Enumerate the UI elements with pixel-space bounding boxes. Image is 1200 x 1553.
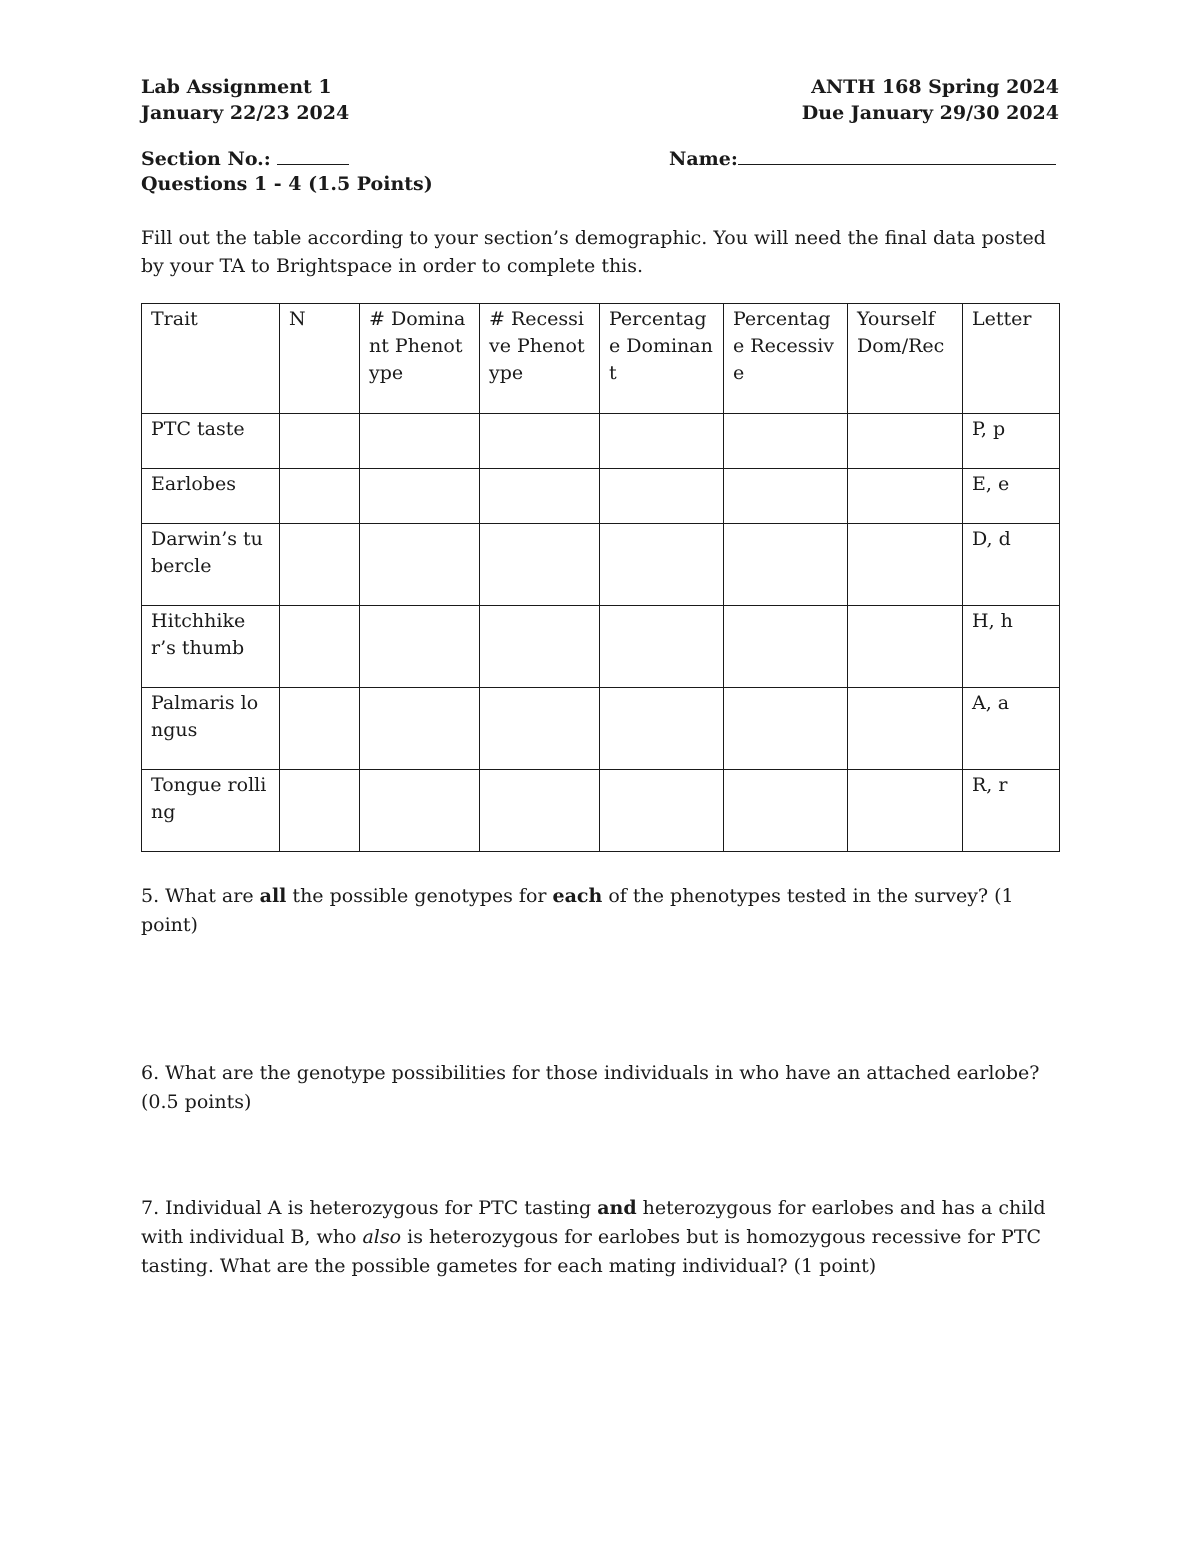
question-5-emphasis-all: all: [259, 885, 287, 907]
table-row: [142, 414, 1060, 469]
header-percentage-dominant: Percentage Dominant: [600, 304, 724, 414]
question-7-text: is heterozygous for earlobes but is homozygous recessive for PTC tasting. What are the possible gametes for each mating individual? (1 point): [141, 1226, 1042, 1277]
letter-cell: H, h: [963, 606, 1060, 688]
dominant-count-cell[interactable]: [360, 606, 480, 688]
question-7: [141, 1194, 1046, 1281]
letter-cell: A, a: [963, 688, 1060, 770]
header-percentage-recessive: Percentage Recessive: [724, 304, 848, 414]
recessive-count-cell[interactable]: [480, 770, 600, 852]
recessive-count-cell[interactable]: [480, 606, 600, 688]
percentage-recessive-cell[interactable]: [724, 688, 848, 770]
letter-cell: P, p: [963, 414, 1060, 469]
section-label: Section No.:: [141, 148, 271, 170]
yourself-cell[interactable]: [848, 524, 963, 606]
name-blank-line[interactable]: [738, 144, 1056, 165]
n-cell[interactable]: [280, 469, 360, 524]
table-row: [142, 688, 1060, 770]
percentage-dominant-cell[interactable]: [600, 524, 724, 606]
trait-cell: Darwin’s tubercle: [142, 524, 280, 606]
recessive-count-cell[interactable]: [480, 688, 600, 770]
question-7-emphasis-also: also: [362, 1226, 402, 1248]
question-6: 6. What are the genotype possibilities for those individuals in who have an attached earlobe? (0.5 points): [141, 1062, 1040, 1113]
assignment-date: January 22/23 2024: [141, 102, 350, 124]
percentage-dominant-cell[interactable]: [600, 469, 724, 524]
yourself-cell[interactable]: [848, 469, 963, 524]
recessive-count-cell[interactable]: [480, 414, 600, 469]
percentage-dominant-cell[interactable]: [600, 770, 724, 852]
percentage-recessive-cell[interactable]: [724, 469, 848, 524]
due-date: Due January 29/30 2024: [801, 102, 1059, 124]
dominant-count-cell[interactable]: [360, 524, 480, 606]
questions-heading: Questions 1 - 4 (1.5 Points): [141, 173, 433, 195]
yourself-cell[interactable]: [848, 414, 963, 469]
question-5-emphasis-each: each: [552, 885, 603, 907]
percentage-recessive-cell[interactable]: [724, 524, 848, 606]
question-5-text: 5. What are: [141, 885, 260, 907]
table-row: [142, 606, 1060, 688]
instructions-paragraph: Fill out the table according to your section’s demographic. You will need the final data posted by your TA to Brightspace in order to complete this.: [141, 227, 1046, 277]
percentage-recessive-cell[interactable]: [724, 606, 848, 688]
question-5: [141, 882, 1061, 940]
trait-cell: Tongue rolling: [142, 770, 280, 852]
n-cell[interactable]: [280, 414, 360, 469]
percentage-dominant-cell[interactable]: [600, 606, 724, 688]
n-cell[interactable]: [280, 688, 360, 770]
letter-cell: E, e: [963, 469, 1060, 524]
trait-cell: Hitchhiker’s thumb: [142, 606, 280, 688]
table-header-row: [142, 304, 1060, 414]
percentage-recessive-cell[interactable]: [724, 770, 848, 852]
course-label: ANTH 168 Spring 2024: [811, 76, 1059, 98]
header-recessive-count: # Recessive Phenotype: [480, 304, 600, 414]
dominant-count-cell[interactable]: [360, 688, 480, 770]
question-7-emphasis-and: and: [597, 1197, 637, 1219]
trait-table: [141, 303, 1060, 852]
header-letter: Letter: [963, 304, 1060, 414]
question-5-text: of the phenotypes tested in the survey? (1 point): [141, 885, 1014, 936]
table-row: [142, 469, 1060, 524]
trait-cell: Earlobes: [142, 469, 280, 524]
trait-cell: PTC taste: [142, 414, 280, 469]
n-cell[interactable]: [280, 524, 360, 606]
section-blank-line[interactable]: [277, 144, 349, 165]
letter-cell: D, d: [963, 524, 1060, 606]
dominant-count-cell[interactable]: [360, 414, 480, 469]
letter-cell: R, r: [963, 770, 1060, 852]
dominant-count-cell[interactable]: [360, 469, 480, 524]
percentage-dominant-cell[interactable]: [600, 688, 724, 770]
header-dominant-count: # Dominant Phenotype: [360, 304, 480, 414]
percentage-recessive-cell[interactable]: [724, 414, 848, 469]
n-cell[interactable]: [280, 606, 360, 688]
name-label: Name:: [669, 148, 738, 170]
percentage-dominant-cell[interactable]: [600, 414, 724, 469]
question-7-text: heterozygous for earlobes and has a child with individual B, who: [141, 1197, 1046, 1248]
yourself-cell[interactable]: [848, 770, 963, 852]
recessive-count-cell[interactable]: [480, 469, 600, 524]
header-n: N: [280, 304, 360, 414]
n-cell[interactable]: [280, 770, 360, 852]
dominant-count-cell[interactable]: [360, 770, 480, 852]
section-field[interactable]: [141, 144, 349, 172]
header-trait: Trait: [142, 304, 280, 414]
table-row: [142, 524, 1060, 606]
question-7-text: 7. Individual A is heterozygous for PTC tasting: [141, 1197, 598, 1219]
yourself-cell[interactable]: [848, 606, 963, 688]
assignment-title: Lab Assignment 1: [141, 76, 332, 98]
yourself-cell[interactable]: [848, 688, 963, 770]
question-5-text: the possible genotypes for: [286, 885, 553, 907]
recessive-count-cell[interactable]: [480, 524, 600, 606]
table-row: [142, 770, 1060, 852]
header-yourself: Yourself Dom/Rec: [848, 304, 963, 414]
trait-cell: Palmaris longus: [142, 688, 280, 770]
name-field[interactable]: [669, 144, 1056, 172]
